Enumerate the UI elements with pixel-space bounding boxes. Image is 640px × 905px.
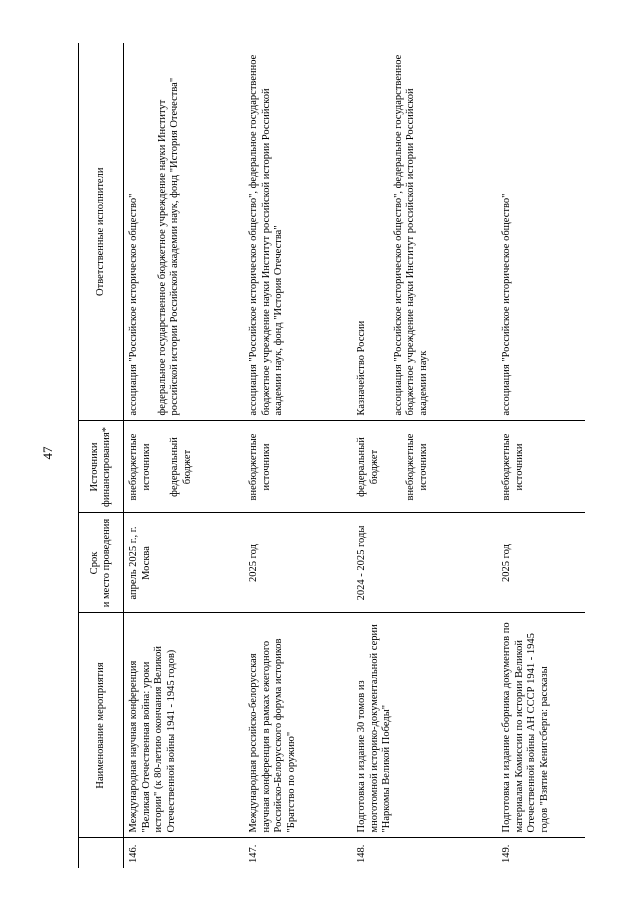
- row-number: 146.: [128, 844, 139, 863]
- table-row: [497, 43, 585, 868]
- funding-source: внебюджетные источники: [501, 433, 525, 501]
- table-header-row: [79, 43, 124, 868]
- responsible-executor: Казначейство России: [356, 320, 367, 416]
- page-number: 47: [40, 446, 55, 460]
- responsible-executors: [244, 43, 352, 421]
- event-date: 2025 год: [497, 513, 585, 613]
- funding-sources: [352, 421, 497, 513]
- responsible-executors: [497, 43, 585, 421]
- header-name: Наименование мероприятия: [79, 613, 124, 838]
- funding-sources: [124, 421, 245, 513]
- funding-sources: [244, 421, 352, 513]
- event-date: 2024 - 2025 годы: [352, 513, 497, 613]
- row-number: 148.: [356, 844, 367, 863]
- events-table: [78, 43, 585, 868]
- funding-source: федеральный бюджет: [356, 437, 380, 497]
- responsible-executor: ассоциация "Российское историческое общество", федеральное государственное бюджетное учреждение науки Институт российской истории Российской академии наук, фонд "История Отечества": [248, 54, 284, 416]
- table-row: [124, 43, 245, 868]
- event-name: Подготовка и издание 30 томов из многотомной историко-документальной серии "Наркомы Великой Победы": [352, 613, 497, 838]
- funding-source: федеральный бюджет: [169, 437, 193, 497]
- responsible-executor: ассоциация "Российское историческое общество", федеральное государственное бюджетное учреждение науки Институт российской истории Российской академии наук: [392, 54, 429, 416]
- funding-source: внебюджетные источники: [248, 433, 272, 501]
- responsible-executor: федеральное государственное бюджетное учреждение науки Институт российской истории Российской академии наук, фонд "История Отечества": [156, 77, 180, 416]
- header-responsible: Ответственные исполнители: [79, 43, 124, 421]
- event-date: апрель 2025 г., г. Москва: [124, 513, 245, 613]
- header-source: Источники финансирования*: [79, 421, 124, 513]
- responsible-executors: [124, 43, 245, 421]
- event-name: Международная научная конференция "Великая Отечественная война: уроки истории" (к 80-летию окончания Великой Отечественной войны 1941 - 1945 годов): [124, 613, 245, 838]
- header-date: Срок и место проведения: [79, 513, 124, 613]
- table-row: [352, 43, 497, 868]
- event-date: 2025 год: [244, 513, 352, 613]
- responsible-executors: [352, 43, 497, 421]
- responsible-executor: ассоциация "Российское историческое общество": [501, 193, 512, 416]
- event-name: Подготовка и издание сборника документов по материалам Комиссии по истории Великой Отечественной войны АН СССР 1941 - 1945 годов "Взятие Кенигсберга: рассказы: [497, 613, 585, 838]
- funding-source: внебюджетные источники: [405, 433, 429, 501]
- table-row: [244, 43, 352, 868]
- event-name: Международная российско-белорусская научная конференция в рамках ежегодного Российско-Белорусского форума историков "Братство по оружию": [244, 613, 352, 838]
- row-number: 149.: [501, 844, 512, 863]
- funding-sources: [497, 421, 585, 513]
- header-num: [79, 838, 124, 868]
- row-number: 147.: [248, 844, 259, 863]
- responsible-executor: ассоциация "Российское историческое общество": [128, 193, 139, 416]
- rotated-page: [78, 43, 590, 868]
- funding-source: внебюджетные источники: [128, 433, 152, 501]
